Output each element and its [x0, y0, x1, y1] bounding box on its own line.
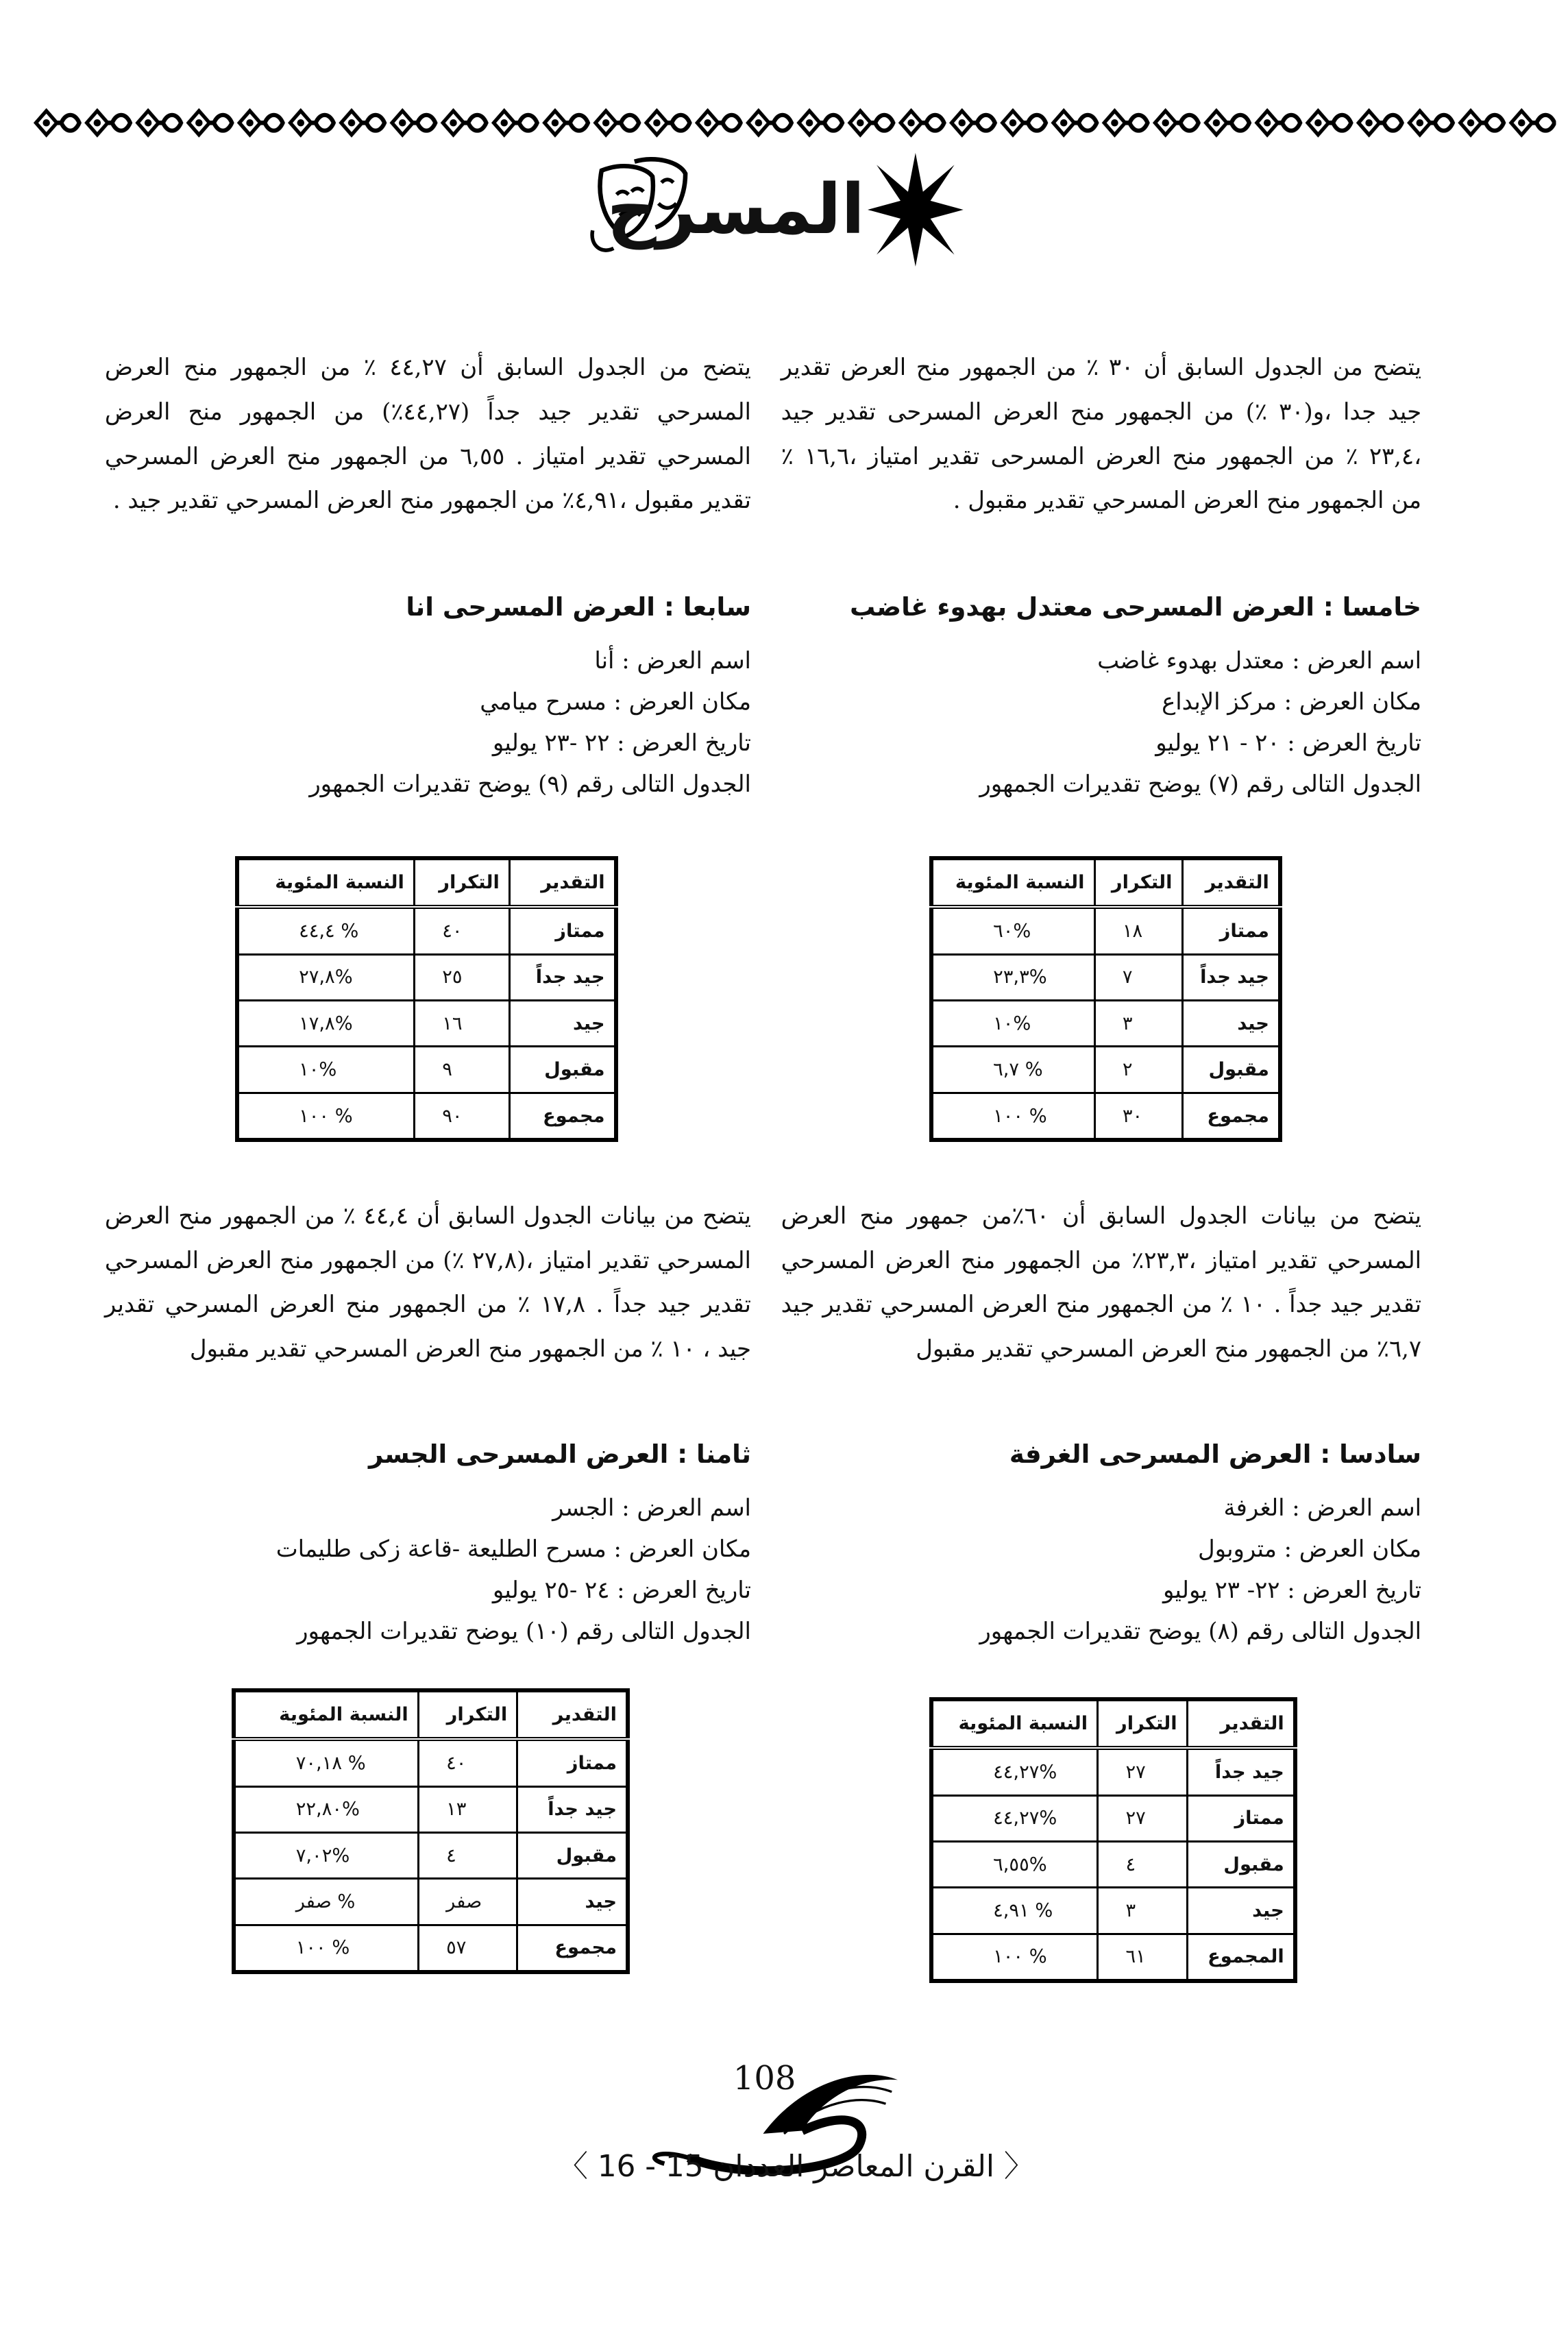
section-8-date: تاريخ العرض : ٢٤ -٢٥ يوليو [492, 1577, 751, 1604]
table-row [237, 1093, 616, 1140]
section-7-date: تاريخ العرض : ٢٢ -٢٣ يوليو [492, 729, 751, 757]
section-5-after [781, 1194, 1421, 1372]
cell-rating: جيد [509, 1001, 615, 1047]
table-row [931, 1888, 1295, 1934]
cell-rating: ممتاز [517, 1739, 628, 1786]
section-6-date: تاريخ العرض : ٢٢- ٢٣ يوليو [1162, 1577, 1422, 1604]
table-header-row [237, 858, 616, 907]
cell-percent: ٦,٧ % [931, 1047, 1094, 1093]
cell-frequency: ٤٠ [414, 907, 509, 954]
publication-name: القرن المعاصر العددان 15 - 16 [597, 2149, 995, 2185]
page-number: 108 [733, 2059, 796, 2098]
col-header-frequency: التكرار [418, 1690, 517, 1739]
cell-frequency: ١٨ [1094, 907, 1182, 954]
cell-percent: ٢٧,٨% [237, 954, 415, 1000]
section-6-name: اسم العرض : الغرفة [1223, 1494, 1422, 1522]
section-8 [105, 1437, 751, 1652]
table-10 [232, 1688, 630, 1974]
cell-rating: ممتاز [1182, 907, 1280, 954]
col-header-rating: التقدير [1182, 858, 1280, 907]
table-row [237, 954, 616, 1000]
cell-rating: مجموع [1182, 1093, 1280, 1140]
starburst-icon [868, 153, 964, 267]
col-header-frequency: التكرار [1094, 858, 1182, 907]
cell-percent: ١٠% [931, 1001, 1094, 1047]
cell-percent: ١٧,٨% [237, 1001, 415, 1047]
cell-rating: جيد جداً [509, 954, 615, 1000]
cell-percent: ٦,٥٥% [931, 1842, 1098, 1888]
cell-rating: مقبول [517, 1832, 628, 1878]
cell-rating: مجموع [509, 1093, 615, 1140]
col-header-rating: التقدير [509, 858, 615, 907]
table-header-row [234, 1690, 628, 1739]
section-5-name: اسم العرض : معتدل بهدوء غاضب [1097, 647, 1422, 674]
table-header-row [931, 858, 1280, 907]
cell-rating: جيد [1187, 1888, 1295, 1934]
cell-percent: ٧٠,١٨ % [234, 1739, 418, 1786]
top-left-column [105, 345, 751, 523]
cell-frequency: ٢٧ [1098, 1748, 1188, 1795]
col-header-rating: التقدير [1187, 1699, 1295, 1748]
section-7-after [105, 1194, 751, 1372]
cell-rating: جيد جداً [517, 1786, 628, 1832]
cell-frequency: ٤ [418, 1832, 517, 1878]
cell-percent: ٤٤,٢٧% [931, 1795, 1098, 1841]
section-6-heading: سادسا : العرض المسرحى الغرفة [1009, 1439, 1422, 1469]
cell-frequency: ٢٥ [414, 954, 509, 1000]
cell-frequency: ٦١ [1098, 1934, 1188, 1981]
cell-rating: جيد [517, 1879, 628, 1925]
cell-rating: جيد جداً [1182, 954, 1280, 1000]
section-5-heading: خامسا : العرض المسرحى معتدل بهدوء غاضب [850, 592, 1422, 622]
section-6 [781, 1437, 1421, 1652]
table-row [931, 954, 1280, 1000]
table-row [931, 1795, 1295, 1841]
cell-frequency: ٤٠ [418, 1739, 517, 1786]
table-row [931, 1748, 1295, 1795]
cell-frequency: ١٦ [414, 1001, 509, 1047]
table-row [234, 1786, 628, 1832]
cell-percent: ٢٢,٨٠% [234, 1786, 418, 1832]
section-7-heading: سابعا : العرض المسرحى انا [406, 592, 751, 622]
cell-rating: ممتاز [1187, 1795, 1295, 1841]
cell-frequency: ٩٠ [414, 1093, 509, 1140]
cell-frequency: ٢٧ [1098, 1795, 1188, 1841]
paragraph-section-7-analysis: يتضح من بيانات الجدول السابق أن ٤٤,٤ ٪ من الجمهور منح العرض المسرحي تقدير امتياز ،(٢٧,٨ ٪) من الجمهور منح العرض المسرحي تقدير جيد جداً . ١٧,٨ ٪ من الجمهور منح العرض المسرحي تقدير جيد ، ١٠ ٪ من الجمهور منح العرض المسرحي تقدير مقبول [104, 1202, 751, 1363]
paragraph-top-right: يتضح من الجدول السابق أن ٣٠ ٪ من الجمهور منح العرض تقدير جيد جدا ،و(٣٠ ٪) من الجمهور منح العرض المسرحى تقدير جيد ،٢٣,٤ ٪ من الجمهور منح العرض المسرحى تقدير امتياز ،١٦,٦ ٪ من الجمهور منح العرض المسرحي تقدير مقبول . [781, 354, 1422, 514]
cell-frequency: ٩ [414, 1047, 509, 1093]
table-header-row [931, 1699, 1295, 1748]
decorative-border [33, 105, 1556, 141]
table-row [931, 1842, 1295, 1888]
cell-percent: صفر % [234, 1879, 418, 1925]
section-8-name: اسم العرض : الجسر [552, 1494, 751, 1522]
cell-rating: مجموع [517, 1925, 628, 1972]
section-7-table-caption: الجدول التالى رقم (٩) يوضح تقديرات الجمهور [309, 770, 751, 798]
cell-percent: ١٠٠ % [931, 1934, 1098, 1981]
table-7 [929, 856, 1282, 1142]
cell-rating: جيد [1182, 1001, 1280, 1047]
cell-frequency: ٥٧ [418, 1925, 517, 1972]
section-5-date: تاريخ العرض : ٢٠ - ٢١ يوليو [1155, 729, 1422, 757]
table-row [237, 907, 616, 954]
cell-percent: ١٠% [237, 1047, 415, 1093]
col-header-percent: النسبة المئوية [931, 858, 1094, 907]
cell-percent: ١٠٠ % [931, 1093, 1094, 1140]
cell-rating: مقبول [509, 1047, 615, 1093]
col-header-percent: النسبة المئوية [931, 1699, 1098, 1748]
section-8-place: مكان العرض : مسرح الطليعة -قاعة زكى طليمات [275, 1535, 751, 1563]
section-5 [781, 589, 1421, 805]
top-right-column [781, 345, 1421, 523]
table-9 [235, 856, 618, 1142]
cell-percent: ٤٤,٢٧% [931, 1748, 1098, 1795]
section-5-table-caption: الجدول التالى رقم (٧) يوضح تقديرات الجمهور [979, 770, 1422, 798]
cell-frequency: صفر [418, 1879, 517, 1925]
cell-rating: مقبول [1187, 1842, 1295, 1888]
cell-rating: مقبول [1182, 1047, 1280, 1093]
col-header-percent: النسبة المئوية [234, 1690, 418, 1739]
col-header-frequency: التكرار [1098, 1699, 1188, 1748]
section-8-heading: ثامنا : العرض المسرحى الجسر [368, 1439, 751, 1469]
section-7-name: اسم العرض : أنا [594, 647, 751, 674]
table-row [234, 1879, 628, 1925]
table-row [931, 1934, 1295, 1981]
table-row [931, 1047, 1280, 1093]
bracket-right-icon: 〈 [1003, 2149, 1034, 2185]
cell-frequency: ٣٠ [1094, 1093, 1182, 1140]
cell-frequency: ١٣ [418, 1786, 517, 1832]
table-row [234, 1739, 628, 1786]
section-7-place: مكان العرض : مسرح ميامي [480, 688, 751, 716]
cell-percent: ٧,٠٢% [234, 1832, 418, 1878]
col-header-percent: النسبة المئوية [237, 858, 415, 907]
cell-frequency: ٤ [1098, 1842, 1188, 1888]
table-row [237, 1047, 616, 1093]
cell-rating: ممتاز [509, 907, 615, 954]
header-title: المسرح [607, 169, 865, 250]
col-header-frequency: التكرار [414, 858, 509, 907]
cell-percent: ٤,٩١ % [931, 1888, 1098, 1934]
section-6-place: مكان العرض : متروبول [1198, 1535, 1422, 1563]
publication-title [556, 2143, 1036, 2185]
cell-rating: المجموع [1187, 1934, 1295, 1981]
cell-percent: ١٠٠ % [234, 1925, 418, 1972]
section-header [587, 147, 964, 276]
table-row [931, 1001, 1280, 1047]
table-row [237, 1001, 616, 1047]
cell-frequency: ٧ [1094, 954, 1182, 1000]
cell-percent: ١٠٠ % [237, 1093, 415, 1140]
cell-percent: ٦٠% [931, 907, 1094, 954]
paragraph-top-left: يتضح من الجدول السابق أن ٤٤,٢٧ ٪ من الجمهور منح العرض المسرحي تقدير جيد جداً (٤٤,٢٧٪) من الجمهور منح العرض المسرحي تقدير امتياز . ٦,٥٥ من الجمهور منح العرض المسرحي تقدير مقبول ،٤,٩١٪ من الجمهور منح العرض المسرحي تقدير جيد . [104, 354, 751, 514]
paragraph-section-5-analysis: يتضح من بيانات الجدول السابق أن ٦٠٪من جمهور منح العرض المسرحي تقدير امتياز ،٢٣,٣٪ من الجمهور منح العرض المسرحي تقدير جيد جداً . ١٠ ٪ من الجمهور منح العرض المسرحي تقدير جيد ٦,٧٪ من الجمهور منح العرض المسرحي تقدير مقبول [781, 1202, 1422, 1363]
bracket-left-icon: 〉 [558, 2149, 588, 2185]
section-6-table-caption: الجدول التالى رقم (٨) يوضح تقديرات الجمهور [979, 1618, 1422, 1645]
table-row [931, 1093, 1280, 1140]
cell-percent: ٢٣,٣% [931, 954, 1094, 1000]
cell-frequency: ٢ [1094, 1047, 1182, 1093]
table-row [931, 907, 1280, 954]
col-header-rating: التقدير [517, 1690, 628, 1739]
cell-rating: جيد جداً [1187, 1748, 1295, 1795]
cell-frequency: ٣ [1094, 1001, 1182, 1047]
table-8 [929, 1697, 1297, 1983]
cell-frequency: ٣ [1098, 1888, 1188, 1934]
table-row [234, 1832, 628, 1878]
section-5-place: مكان العرض : مركز الإبداع [1162, 688, 1422, 716]
section-8-table-caption: الجدول التالى رقم (١٠) يوضح تقديرات الجمهور [297, 1618, 751, 1645]
table-row [234, 1925, 628, 1972]
section-7 [105, 589, 751, 805]
cell-percent: ٤٤,٤ % [237, 907, 415, 954]
